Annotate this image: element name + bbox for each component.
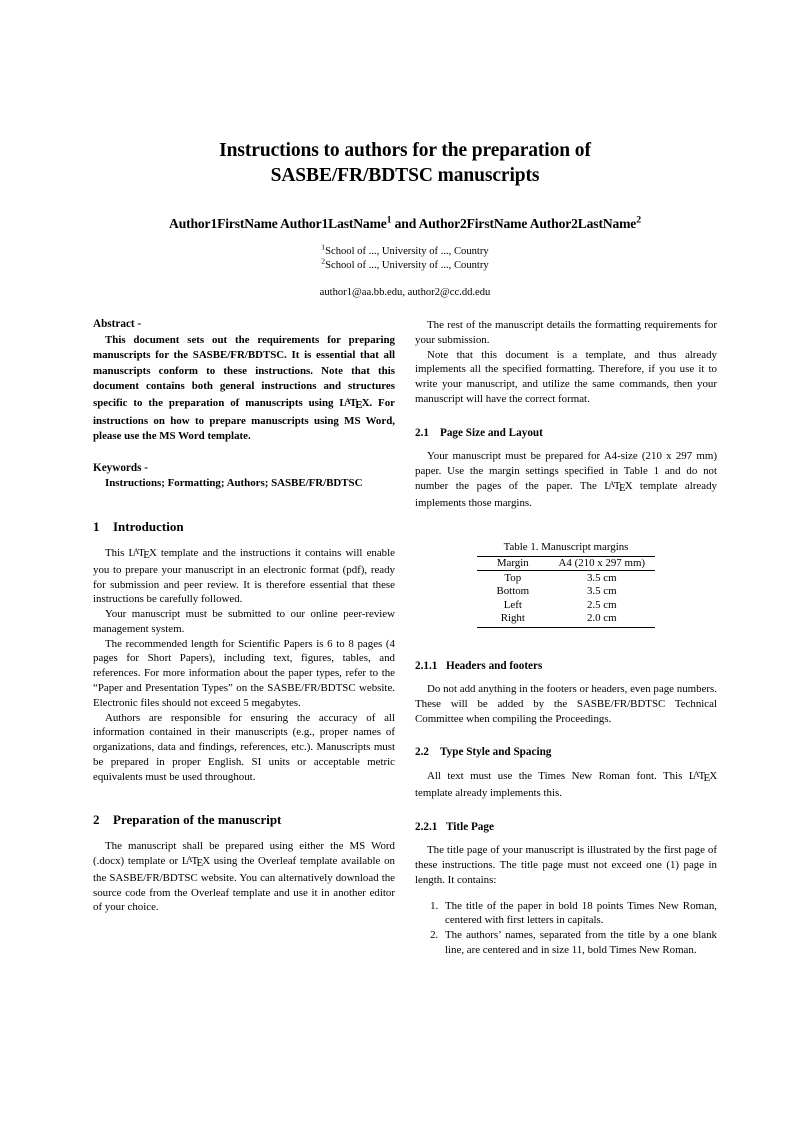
table-cell-margin: Right	[477, 612, 549, 627]
subsection-heading-type-style	[415, 746, 717, 759]
headers-footers-paragraph-1: Do not add anything in the footers or headers, even page numbers. These will be added by the SASBE/FR/BDTSC Technical Committee when compiling the Proceedings.	[415, 683, 717, 725]
affiliation-item	[93, 256, 717, 273]
latex-logo: LATEX	[339, 395, 370, 412]
affiliation-item	[93, 242, 717, 259]
table-column-header: Margin	[477, 556, 549, 570]
list-item: 2. The authors’ names, separated from the title by a one blank line, are centered and in size 11, bold Times New Roman.	[441, 928, 717, 958]
table-cell-value: 3.5 cm	[586, 585, 617, 598]
table-body	[477, 571, 655, 628]
prep-p1-text-a: The manuscript shall be prepared using either the MS Word (.docx) template or	[93, 839, 395, 867]
section-heading-preparation	[93, 812, 395, 828]
author-2-name: Author2FirstName Author2LastName	[418, 215, 637, 231]
table-row	[477, 612, 655, 627]
title-block	[93, 138, 717, 300]
author-2-affiliation-marker: 2	[636, 214, 641, 226]
table-row	[477, 599, 655, 612]
preparation-paragraph-1	[93, 839, 395, 915]
subsubsection-title: Title Page	[446, 820, 494, 833]
table-1	[415, 540, 717, 627]
latex-logo: LATEX	[181, 853, 211, 870]
pagesize-p1-text-b: template already implements those margins.	[415, 479, 717, 509]
keywords-heading: Keywords -	[93, 461, 148, 474]
right-intro-paragraph-1: The rest of the manuscript details the formatting requirements for your submission.	[415, 319, 717, 346]
intro-paragraph-4: Authors are responsible for ensuring the accuracy of all information contained in their manuscripts (e.g., proper names of organizations, data and findings, references, etc.). Manuscripts must be prepared in proper English. SI units or acceptable metric equivalents must be used throughout.	[93, 711, 395, 783]
author-1-affiliation-marker: 1	[386, 214, 392, 226]
intro-p1-text-a: This	[105, 546, 129, 559]
table-header-row	[477, 556, 655, 570]
type-style-paragraph-1	[415, 769, 717, 801]
intro-paragraph-1	[93, 546, 395, 607]
table-cell-value: 2.0 cm	[549, 612, 655, 627]
subsubsection-number: 2.2.1	[415, 820, 438, 833]
abstract-text-part-2: . For instructions on how to prepare manuscripts using MS Word, please use the MS Word template.	[93, 396, 395, 443]
section-heading-introduction	[93, 519, 395, 535]
intro-paragraph-3: The recommended length for Scientific Papers is 6 to 8 pages (4 pages for Short Papers), including text, figures, tables, and references. For more information about the paper types, refer to the “Paper and Presentation Types” on the SASBE/FR/BDTSC website. Electronic files should not exceed 5 megabytes.	[93, 637, 395, 709]
abstract-text-part-1: This document sets out the requirements for preparing manuscripts for the SASBE/FR/BDTSC. It is essential that all manuscripts conform to these instructions. Note that this document contains both general instructions and structures specific to the preparation of manuscripts using	[93, 334, 395, 409]
typestyle-p1-text-b: template already implements this.	[415, 787, 562, 800]
subsection-number: 2.2	[415, 746, 429, 759]
subsection-title: Type Style and Spacing	[440, 746, 552, 759]
left-column	[93, 318, 395, 915]
author-emails: author1@aa.bb.edu, author2@cc.dd.edu	[319, 287, 491, 299]
author-conjunction: and	[391, 215, 419, 231]
table-cell-margin: Bottom	[496, 585, 530, 598]
manuscript-margins-table	[477, 556, 655, 628]
typestyle-p1-text-a: All text must use the Times New Roman font. This	[427, 769, 689, 782]
section-number: 2	[93, 812, 100, 828]
subsubsection-heading-title-page	[415, 821, 717, 834]
affiliation-text: School of ..., University of ..., Country	[325, 245, 489, 257]
intro-paragraph-2: Your manuscript must be submitted to our online peer-review management system.	[93, 608, 395, 635]
abstract-body	[93, 333, 395, 445]
subsubsection-heading-headers-footers	[415, 660, 717, 673]
author-list	[93, 189, 717, 233]
table-column-header: A4 (210 x 297 mm)	[549, 556, 655, 570]
subsection-heading-page-size	[415, 427, 717, 440]
right-intro-paragraph-2: Note that this document is a template, and thus already implements all the specified formatting. Therefore, if you use it to write your manuscript, and utilize the same commands, then your manuscript will have the correct format.	[415, 348, 717, 405]
list-item: 1. The title of the paper in bold 18 points Times New Roman, centered with first letters in capitals.	[441, 899, 717, 929]
title-line-1: Instructions to authors for the preparation of	[219, 140, 591, 161]
intro-p1-text-b: template and the instructions it contains will enable you to prepare your manuscript in an electronic format (pdf), ready for submission and peer review. It is therefore essential that these instructions be carefully followed.	[93, 546, 395, 606]
table-1-caption: Table 1. Manuscript margins	[503, 541, 629, 554]
latex-logo: LATEX	[128, 545, 157, 562]
subsection-number: 2.1	[415, 426, 429, 439]
table-cell-value: 2.5 cm	[586, 598, 617, 611]
subsubsection-title: Headers and footers	[446, 659, 543, 672]
table-row	[477, 571, 655, 586]
section-number: 1	[93, 519, 100, 535]
affiliation-marker: 2	[321, 256, 326, 266]
page-size-paragraph-1	[415, 449, 717, 510]
title-line-2: SASBE/FR/BDTSC manuscripts	[270, 165, 540, 187]
subsubsection-number: 2.1.1	[415, 659, 438, 672]
title-page-requirements-list	[415, 899, 717, 958]
table-head	[477, 556, 655, 570]
subsection-title: Page Size and Layout	[440, 426, 543, 439]
section-title: Introduction	[113, 519, 184, 535]
affiliation-marker: 1	[321, 242, 326, 252]
pagesize-p1-text-a: Your manuscript must be prepared for A4-size (210 x 297 mm) paper. Use the margin settings specified in Table 1 and do not number the pages of the paper. The	[415, 450, 717, 492]
table-cell-margin: Left	[503, 598, 522, 611]
title-page-paragraph-1: The title page of your manuscript is illustrated by the first page of these instructions. The title page must not exceed one (1) page in length. It contains:	[415, 844, 717, 886]
latex-logo: LATEX	[688, 769, 717, 785]
abstract-heading: Abstract -	[93, 318, 142, 330]
page-title	[93, 138, 717, 189]
table-row	[477, 585, 655, 598]
section-title: Preparation of the manuscript	[113, 812, 282, 828]
right-column	[415, 318, 717, 958]
prep-p1-text-b: using the Overleaf template available on the SASBE/FR/BDTSC website. You can alternatively download the source code from the Overleaf template and use it in another editor of your choice.	[93, 854, 395, 914]
keywords-body: Instructions; Formatting; Authors; SASBE/FR/BDTSC	[105, 476, 363, 489]
author-1-name: Author1FirstName Author1LastName	[169, 215, 387, 231]
affiliation-list	[93, 233, 717, 273]
table-cell-value: 3.5 cm	[586, 572, 617, 585]
table-cell-margin: Top	[504, 572, 522, 585]
latex-logo: LATEX	[604, 478, 633, 494]
affiliation-text: School of ..., University of ..., Country	[325, 259, 489, 271]
